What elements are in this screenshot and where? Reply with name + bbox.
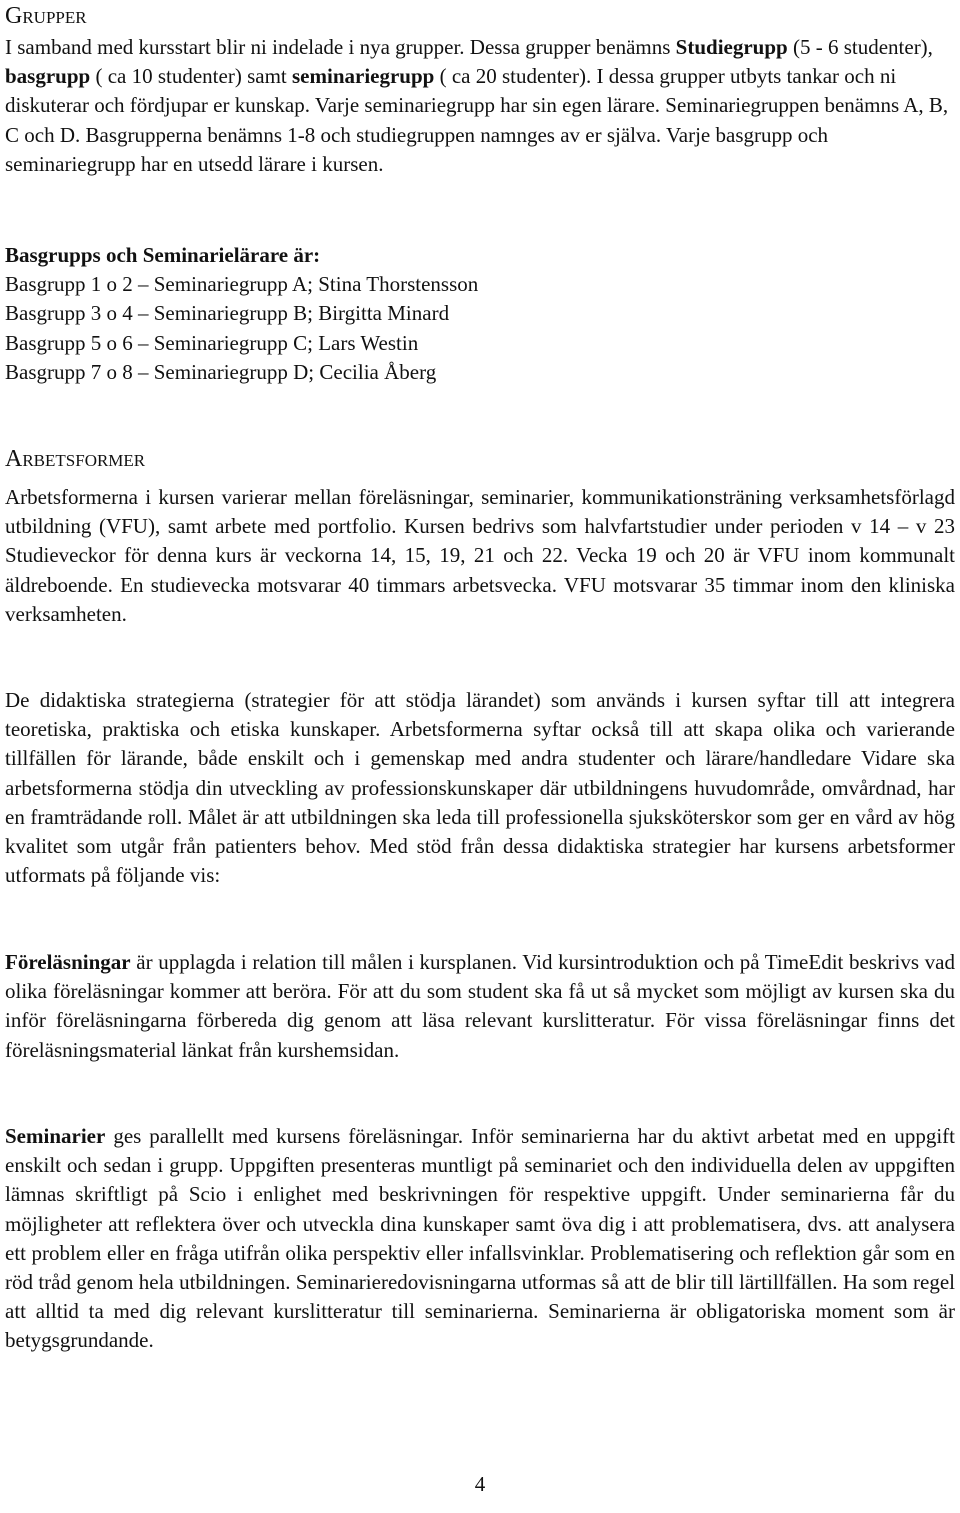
lectures-label: Föreläsningar [5,950,131,974]
teacher-list [5,270,955,387]
lectures-paragraph [5,948,955,1065]
teacher-list-item: Basgrupp 1 o 2 – Seminariegrupp A; Stina Thorstensson [5,272,479,297]
section-heading-arbetsformer: Arbetsformer [5,446,146,472]
intro-text: I samband med kursstart blir ni indelade i nya grupper. Dessa grupper benämns [5,35,676,59]
section-heading-grupper: Grupper [5,3,87,29]
seminars-label: Seminarier [5,1124,106,1148]
intro-text: (5 - 6 studenter), [787,35,933,59]
seminars-paragraph [5,1122,955,1356]
groups-intro-paragraph [5,33,955,179]
seminars-text: ges parallellt med kursens föreläsningar. Inför seminarierna har du aktivt arbetat med en uppgift enskilt och sedan i grupp. Uppgiften presenteras muntligt på seminariet och den individuella delen av uppgiften lämnas skriftligt på Scio i enlighet med beskrivningen för respektive uppgift. Under seminarierna får du möjligheter att reflektera över och utveckla dina kunskaper samt öva dig i att problematisera, dvs. att analysera ett problem eller en fråga utifrån olika perspektiv eller infallsvinklar. Problematisering och reflektion går som en röd tråd genom hela utbildningen. Seminarieredovisningarna utformas så att de blir till lärtillfällen. Ha som regel att alltid ta med dig relevant kurslitteratur till seminarierna. Seminarierna är obligatoriska moment som är betygsgrundande. [5,1124,955,1353]
term-basgrupp: basgrupp [5,64,91,89]
intro-text: ( ca 10 studenter) samt [90,64,292,89]
teacher-list-item: Basgrupp 7 o 8 – Seminariegrupp D; Cecilia Åberg [5,359,437,384]
teachers-heading: Basgrupps och Seminarielärare är: [5,243,321,267]
teacher-list-item: Basgrupp 5 o 6 – Seminariegrupp C; Lars Westin [5,330,419,355]
teachers-section [5,241,955,387]
page-number: 4 [474,1472,486,1496]
didactic-strategies-paragraph: De didaktiska strategierna (strategier för att stödja lärandet) som används i kursen syftar till att integrera teoretiska, praktiska och etiska kunskaper. Arbetsformerna syftar också till att skapa olika och varierande tillfällen för lärande, både enskilt och i gemenskap med andra studenter och lärare/handledare Vidare ska arbetsformerna stödja din utveckling av professionskunskaper där utbildningens huvudområde, omvårdnad, har en framträdande roll. Målet är att utbildningen ska leda till professionella sjuksköterskor som ger en vård av hög kvalitet som utgår från patienters behov. Med stöd från dessa didaktiska strategier har kursens arbetsformer utformats på följande vis: [5,688,955,888]
lectures-text: är upplagda i relation till målen i kursplanen. Vid kursintroduktion och på TimeEdit beskrivs vad olika föreläsningar kommer att beröra. För att du som student ska få ut så mycket som möjligt av kursen ska du inför föreläsningarna förbereda dig genom att läsa relevant kurslitteratur. För vissa föreläsningar finns det föreläsningsmaterial länkat från kurshemsidan. [5,950,955,1062]
term-studiegrupp: Studiegrupp [675,35,788,59]
work-forms-paragraph: Arbetsformerna i kursen varierar mellan föreläsningar, seminarier, kommunikationsträning verksamhetsförlagd utbildning (VFU), samt arbete med portfolio. Kursen bedrivs som halvfartstudier under perioden v 14 – v 23 Studieveckor för denna kurs är veckorna 14, 15, 19, 21 och 22. Vecka 19 och 20 är VFU inom kommunalt äldreboende. En studievecka motsvarar 40 timmars arbetsvecka. VFU motsvarar 35 timmar inom den kliniska verksamheten. [5,485,955,626]
teacher-list-item: Basgrupp 3 o 4 – Seminariegrupp B; Birgitta Minard [5,301,450,326]
intro-text: ( ca 20 studenter). I dessa grupper utbyts tankar och ni diskuterar och fördjupar er kunskap. Varje seminariegrupp har sin egen lärare. Seminariegruppen benämns A, B, C och D. Basgrupperna benämns 1-8 och studiegruppen namnges av er själva. Varje basgrupp och seminariegrupp har en utsedd lärare i kursen. [5,64,949,176]
term-seminariegrupp: seminariegrupp [292,64,435,89]
